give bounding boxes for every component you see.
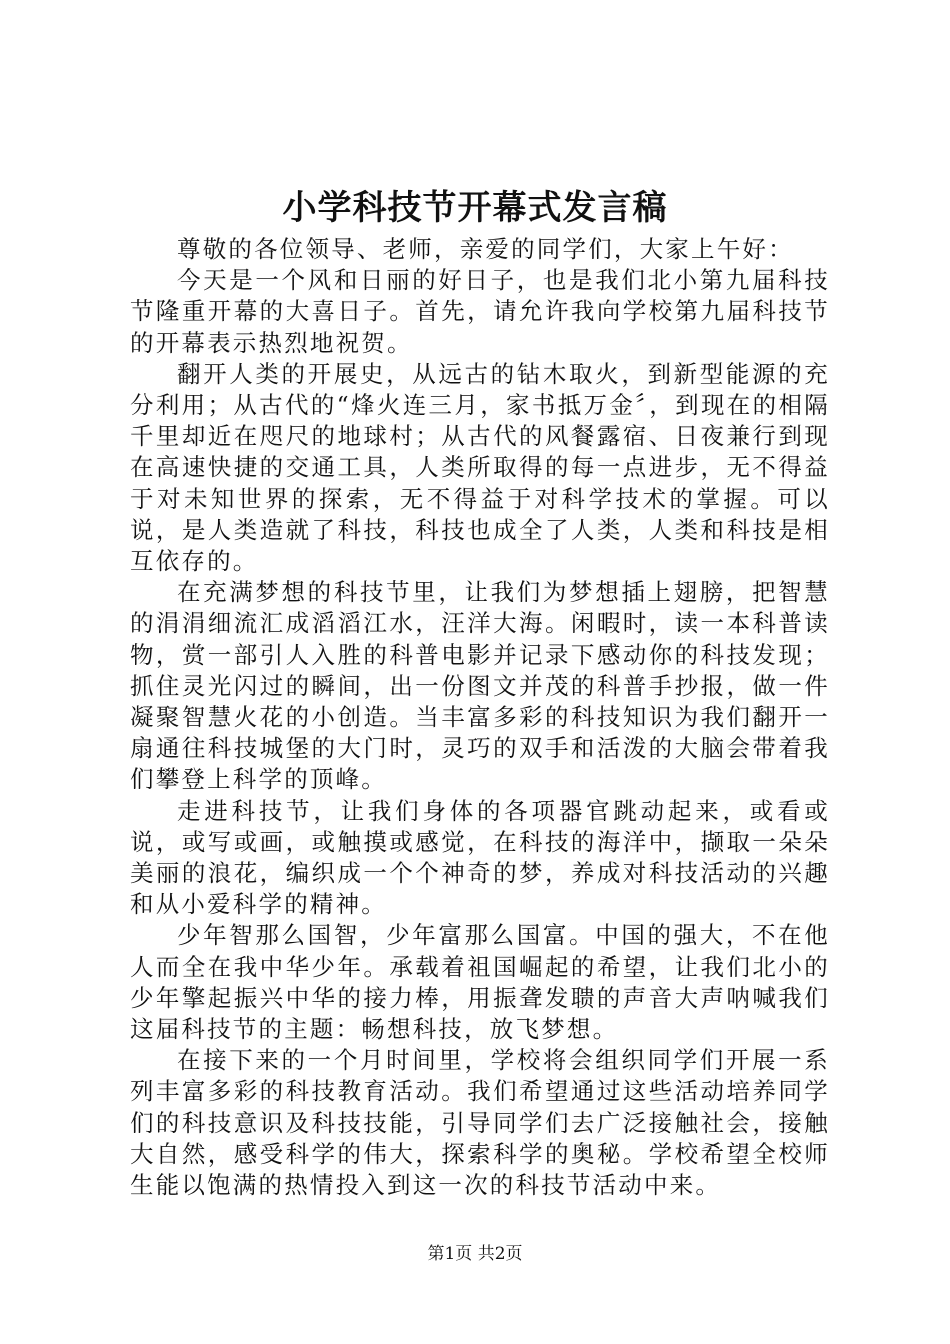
paragraph-opening: 今天是一个风和日丽的好日子，也是我们北小第九届科技节隆重开幕的大喜日子。首先，请允许我向学校第九届科技节的开幕表示热烈地祝贺。 [130, 266, 830, 357]
page-number-footer: 第1页 共2页 [427, 1244, 523, 1264]
paragraph-history: 翻开人类的开展史，从远古的钻木取火，到新型能源的充分利用；从古代的“烽火连三月，家书抵万金〞，到现在的相隔千里却近在咫尺的地球村；从古代的风餐露宿、日夜兼行到现在高速快捷的交通工具，人类所取得的每一点进步，无不得益于对未知世界的探索，无不得益于对科学技术的掌握。可以说，是人类造就了科技，科技也成全了人类，人类和科技是相互依存的。 [130, 359, 830, 576]
paragraph-dreams: 在充满梦想的科技节里，让我们为梦想插上翅膀，把智慧的涓涓细流汇成滔滔江水，汪洋大海。闲暇时，读一本科普读物，赏一部引人入胜的科普电影并记录下感动你的科技发现；抓住灵光闪过的瞬间，出一份图文并茂的科普手抄报，做一件凝聚智慧火花的小创造。当丰富多彩的科技知识为我们翻开一扇通往科技城堡的大门时，灵巧的双手和活泼的大脑会带着我们攀登上科学的顶峰。 [130, 578, 830, 794]
document-body [130, 234, 830, 1201]
paragraph-activities: 在接下来的一个月时间里，学校将会组织同学们开展一系列丰富多彩的科技教育活动。我们希望通过这些活动培养同学们的科技意识及科技技能，引导同学们去广泛接触社会，接触大自然，感受科学的伟大，探索科学的奥秘。学校希望全校师生能以饱满的热情投入到这一次的科技节活动中来。 [130, 1046, 830, 1200]
paragraph-explore: 走进科技节，让我们身体的各项器官跳动起来，或看或说，或写或画，或触摸或感觉，在科技的海洋中，撷取一朵朵美丽的浪花，编织成一个个神奇的梦，养成对科技活动的兴趣和从小爱科学的精神。 [130, 796, 830, 919]
paragraph-greeting: 尊敬的各位领导、老师，亲爱的同学们，大家上午好： [177, 235, 794, 263]
paragraph-youth: 少年智那么国智，少年富那么国富。中国的强大，不在他人而全在我中华少年。承载着祖国崛起的希望，让我们北小的少年擎起振兴中华的接力棒，用振聋发聩的声音大声呐喊我们这届科技节的主题：畅想科技，放飞梦想。 [130, 921, 830, 1044]
document-title: 小学科技节开幕式发言稿 [282, 188, 668, 228]
